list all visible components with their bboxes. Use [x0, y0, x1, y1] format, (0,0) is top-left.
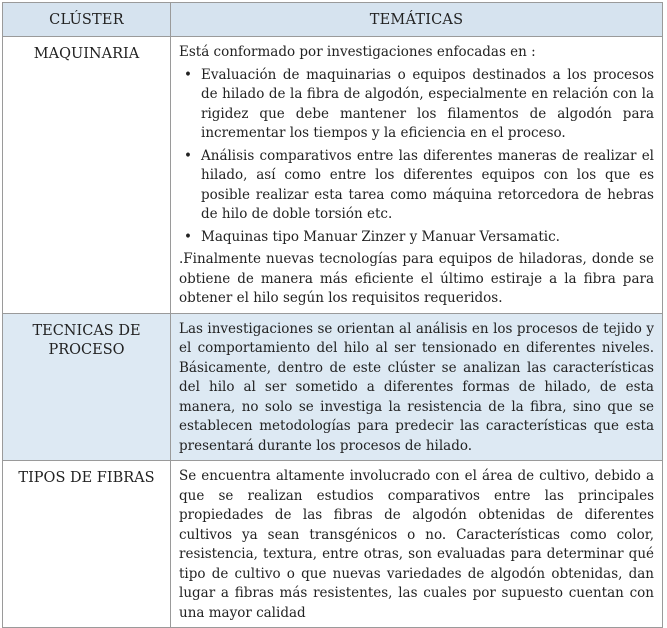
topics-outro: .Finalmente nuevas tecnologías para equipos de hiladoras, donde se obtiene de manera más eficiente el último estiraje a la fibra para obtener el hilo según los requisitos requeridos.: [179, 251, 654, 306]
list-item: • Análisis comparativos entre las diferentes maneras de realizar el hilado, así como entre los diferentes equipos con los que es posible realizar esta tarea como máquina retorcedora de hebras de hilo de doble torsión etc.: [179, 147, 654, 225]
topics-text: Las investigaciones se orientan al análisis en los procesos de tejido y el comportamiento del hilo al ser tensionado en diferentes niveles. Básicamente, dentro de este clúster se analizan las características del hilo al ser sometido a diferentes formas de hilado, de esta manera, no solo se investiga la resistencia de la fibra, sino que se establecen metodologías para predecir las características que esta presentará durante los procesos de hilado.: [179, 320, 654, 454]
table-row: [3, 37, 663, 314]
topics-cell: [171, 37, 663, 314]
topics-cell: [171, 461, 663, 628]
cluster-name: MAQUINARIA: [3, 37, 171, 314]
topics-text: Se encuentra altamente involucrado con el área de cultivo, debido a que se realizan estudios comparativos entre las principales propiedades de las fibras de algodón obtenidas de diferentes cultivos ya sean transgénicos o no. Características como color, resistencia, textura, entre otras, son evaluadas para determinar qué tipo de cultivo o que nuevas variedades de algodón obtenidas, dan lugar a fibras más resistentes, las cuales por supuesto cuentan con una mayor calidad: [179, 468, 654, 621]
topics-intro: Está conformado por investigaciones enfocadas en :: [179, 44, 536, 60]
list-item: • Maquinas tipo Manuar Zinzer y Manuar Versamatic.: [179, 228, 654, 248]
clusters-table: [2, 2, 663, 628]
cluster-name: TIPOS DE FIBRAS: [3, 461, 171, 628]
table-row: [3, 313, 663, 461]
cluster-name: TECNICAS DE PROCESO: [3, 313, 171, 461]
topics-cell: [171, 313, 663, 461]
header-topics: TEMÁTICAS: [171, 3, 663, 37]
table-row: [3, 461, 663, 628]
topics-list: [179, 66, 654, 248]
table-header-row: [3, 3, 663, 37]
list-item: • Evaluación de maquinarias o equipos destinados a los procesos de hilado de la fibra de algodón, especialmente en relación con la rigidez que debe mantener los filamentos de algodón para incrementar los tiempos y la eficiencia en el proceso.: [179, 66, 654, 144]
header-cluster: CLÚSTER: [3, 3, 171, 37]
